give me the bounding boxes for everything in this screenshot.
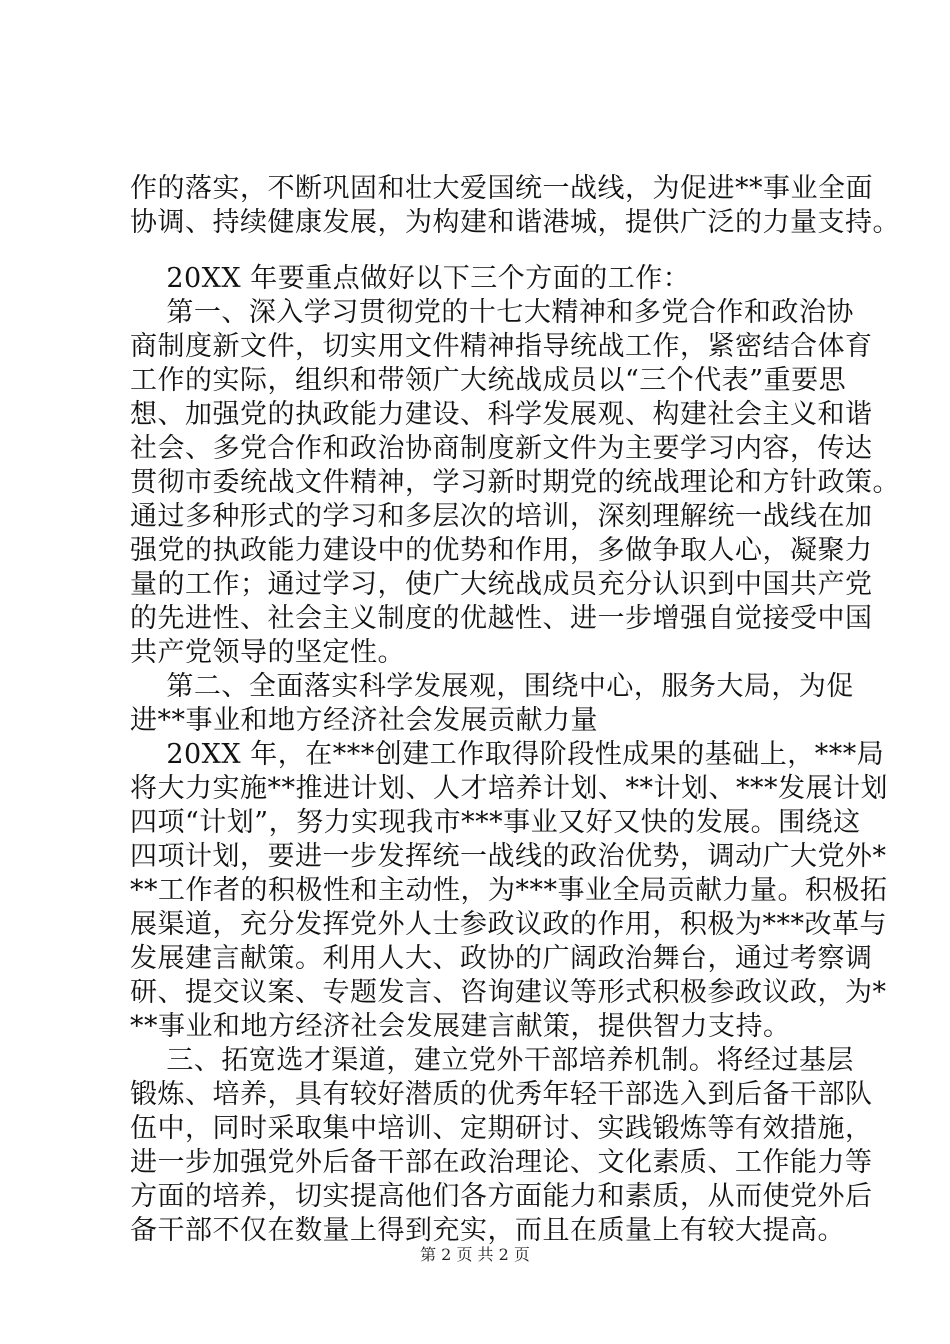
text-line: 想、加强党的执政能力建设、科学发展观、构建社会主义和谐 (130, 399, 873, 430)
text-line: 进**事业和地方经济社会发展贡献力量 (130, 705, 598, 736)
text-line: 展渠道，充分发挥党外人士参政议政的作用，积极为***改革与 (130, 909, 887, 940)
text-line: 研、提交议案、专题发言、咨询建议等形式积极参政议政，为* (130, 977, 887, 1008)
text-line: 通过多种形式的学习和多层次的培训，深刻理解统一战线在加 (130, 501, 873, 532)
text-line: 社会、多党合作和政治协商制度新文件为主要学习内容，传达 (130, 433, 873, 464)
text-line: 三、拓宽选才渠道，建立党外干部培养机制。将经过基层 (130, 1045, 854, 1076)
text-line: 进一步加强党外后备干部在政治理论、文化素质、工作能力等 (130, 1147, 873, 1178)
text-line: 四项“计划”，努力实现我市***事业又好又快的发展。围绕这 (130, 807, 861, 838)
text-line: 20XX 年，在***创建工作取得阶段性成果的基础上，***局 (130, 739, 885, 770)
text-line: 作的落实，不断巩固和壮大爱国统一战线，为促进**事业全面 (130, 173, 873, 204)
text-line: 第二、全面落实科学发展观，围绕中心，服务大局，为促 (130, 671, 854, 702)
text-line: **工作者的积极性和主动性，为***事业全局贡献力量。积极拓 (130, 875, 888, 906)
text-line: 发展建言献策。利用人大、政协的广阔政治舞台，通过考察调 (130, 943, 873, 974)
text-line: 第一、深入学习贯彻党的十七大精神和多党合作和政治协 (130, 297, 854, 328)
text-line: 量的工作；通过学习，使广大统战成员充分认识到中国共产党 (130, 569, 873, 600)
text-line: 方面的培养，切实提高他们各方面能力和素质，从而使党外后 (130, 1181, 873, 1212)
text-line: 四项计划，要进一步发挥统一战线的政治优势，调动广大党外* (130, 841, 887, 872)
text-line: 共产党领导的坚定性。 (130, 637, 405, 668)
text-line: 的先进性、社会主义制度的优越性、进一步增强自觉接受中国 (130, 603, 873, 634)
text-line: 商制度新文件，切实用文件精神指导统战工作，紧密结合体育 (130, 331, 873, 362)
text-line: **事业和地方经济社会发展建言献策，提供智力支持。 (130, 1011, 791, 1042)
page-number-footer: 第 2 页 共 2 页 (420, 1245, 530, 1264)
text-line: 工作的实际，组织和带领广大统战成员以“三个代表”重要思 (130, 365, 847, 396)
text-line: 备干部不仅在数量上得到充实，而且在质量上有较大提高。 (130, 1215, 845, 1246)
text-line: 贯彻市委统战文件精神，学习新时期党的统战理论和方针政策。 (130, 467, 900, 498)
text-line: 协调、持续健康发展，为构建和谐港城，提供广泛的力量支持。 (130, 207, 900, 238)
text-line: 将大力实施**推进计划、人才培养计划、**计划、***发展计划 (130, 773, 888, 804)
text-line: 伍中，同时采取集中培训、定期研讨、实践锻炼等有效措施， (130, 1113, 873, 1144)
text-line: 强党的执政能力建设中的优势和作用，多做争取人心，凝聚力 (130, 535, 873, 566)
section-intro-line: 20XX 年要重点做好以下三个方面的工作： (130, 263, 691, 294)
text-line: 锻炼、培养，具有较好潜质的优秀年轻干部选入到后备干部队 (130, 1079, 873, 1110)
